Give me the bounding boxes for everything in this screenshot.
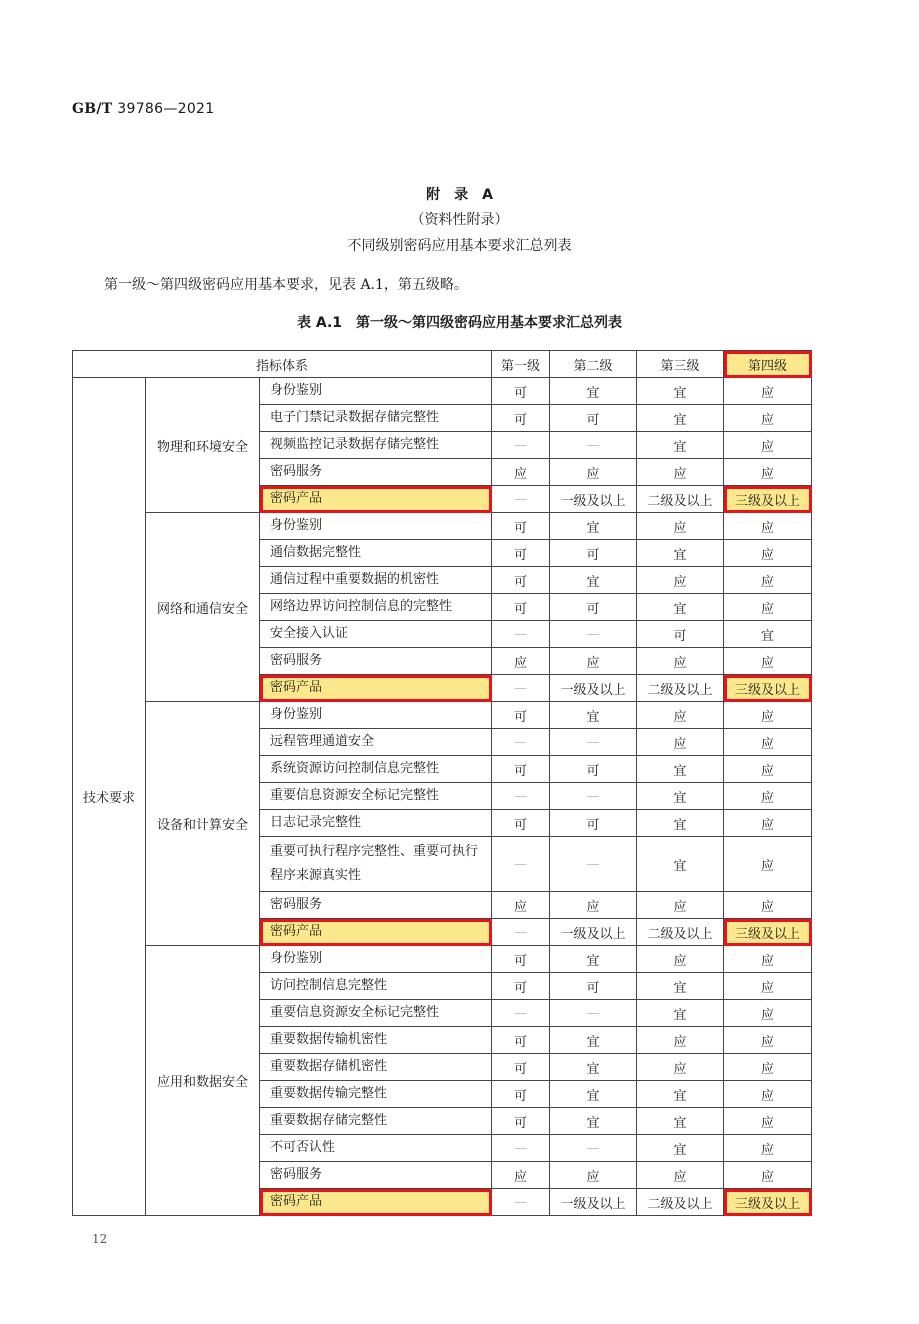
level-3-cell: 应 bbox=[637, 729, 724, 756]
level-1-cell: 可 bbox=[492, 513, 550, 540]
table-row bbox=[73, 946, 812, 973]
level-1-cell: 可 bbox=[492, 378, 550, 405]
level-2-cell: 可 bbox=[550, 973, 637, 1000]
level-1-cell: 应 bbox=[492, 459, 550, 486]
indicator-cell: 密码产品 bbox=[260, 1189, 492, 1216]
level-4-cell: 应 bbox=[724, 567, 812, 594]
indicator-cell: 身份鉴别 bbox=[260, 702, 492, 729]
indicator-cell: 密码服务 bbox=[260, 459, 492, 486]
level-3-cell: 应 bbox=[637, 567, 724, 594]
table-header-row bbox=[73, 351, 812, 378]
level-4-cell: 应 bbox=[724, 756, 812, 783]
indicator-cell: 密码产品 bbox=[260, 486, 492, 513]
table-caption: 表 A.1 第一级～第四级密码应用基本要求汇总列表 bbox=[296, 315, 623, 331]
level-4-cell: 应 bbox=[724, 432, 812, 459]
level-2-cell: 一级及以上 bbox=[550, 486, 637, 513]
level-1-cell: 可 bbox=[492, 756, 550, 783]
indicator-cell: 通信数据完整性 bbox=[260, 540, 492, 567]
indicator-cell: 密码服务 bbox=[260, 1162, 492, 1189]
indicator-cell: 重要信息资源安全标记完整性 bbox=[260, 1000, 492, 1027]
level-3-cell: 宜 bbox=[637, 756, 724, 783]
level-4-cell: 应 bbox=[724, 1108, 812, 1135]
level-3-cell: 宜 bbox=[637, 594, 724, 621]
level-1-cell: — bbox=[492, 1189, 550, 1216]
level-3-cell: 宜 bbox=[637, 432, 724, 459]
level-4-cell: 应 bbox=[724, 1027, 812, 1054]
level-1-cell: 可 bbox=[492, 1108, 550, 1135]
indicator-cell: 密码服务 bbox=[260, 892, 492, 919]
level-2-cell: 可 bbox=[550, 405, 637, 432]
indicator-cell: 身份鉴别 bbox=[260, 513, 492, 540]
level-1-cell: 可 bbox=[492, 810, 550, 837]
level-3-cell: 可 bbox=[637, 621, 724, 648]
group-name-cell: 物理和环境安全 bbox=[146, 378, 260, 513]
level-4-cell: 宜 bbox=[724, 621, 812, 648]
header-index-system: 指标体系 bbox=[73, 351, 492, 378]
level-1-cell: 可 bbox=[492, 702, 550, 729]
level-2-cell: 一级及以上 bbox=[550, 919, 637, 946]
indicator-cell: 身份鉴别 bbox=[260, 378, 492, 405]
level-2-cell: — bbox=[550, 783, 637, 810]
level-1-cell: — bbox=[492, 432, 550, 459]
level-3-cell: 宜 bbox=[637, 837, 724, 892]
level-4-cell: 应 bbox=[724, 1081, 812, 1108]
indicator-cell: 网络边界访问控制信息的完整性 bbox=[260, 594, 492, 621]
indicator-cell: 不可否认性 bbox=[260, 1135, 492, 1162]
level-3-cell: 应 bbox=[637, 1027, 724, 1054]
indicator-cell: 日志记录完整性 bbox=[260, 810, 492, 837]
level-4-cell: 应 bbox=[724, 513, 812, 540]
level-4-cell: 应 bbox=[724, 837, 812, 892]
level-2-cell: 宜 bbox=[550, 1081, 637, 1108]
level-3-cell: 宜 bbox=[637, 405, 724, 432]
level-2-cell: 宜 bbox=[550, 1054, 637, 1081]
indicator-cell: 重要信息资源安全标记完整性 bbox=[260, 783, 492, 810]
level-4-cell: 应 bbox=[724, 1162, 812, 1189]
level-2-cell: — bbox=[550, 432, 637, 459]
indicator-cell: 重要数据传输机密性 bbox=[260, 1027, 492, 1054]
level-4-cell: 应 bbox=[724, 1054, 812, 1081]
level-1-cell: — bbox=[492, 1000, 550, 1027]
level-3-cell: 应 bbox=[637, 648, 724, 675]
level-3-cell: 二级及以上 bbox=[637, 675, 724, 702]
level-2-cell: 应 bbox=[550, 892, 637, 919]
standard-number: 39786—2021 bbox=[117, 101, 215, 117]
level-2-cell: — bbox=[550, 729, 637, 756]
standard-prefix: GB/T bbox=[72, 101, 113, 117]
level-4-cell: 应 bbox=[724, 378, 812, 405]
level-2-cell: — bbox=[550, 1135, 637, 1162]
level-4-cell: 应 bbox=[724, 1135, 812, 1162]
level-1-cell: — bbox=[492, 621, 550, 648]
level-2-cell: 宜 bbox=[550, 946, 637, 973]
level-2-cell: 一级及以上 bbox=[550, 1189, 637, 1216]
level-3-cell: 宜 bbox=[637, 378, 724, 405]
level-1-cell: — bbox=[492, 919, 550, 946]
level-1-cell: 可 bbox=[492, 594, 550, 621]
level-2-cell: 应 bbox=[550, 1162, 637, 1189]
intro-paragraph: 第一级～第四级密码应用基本要求，见表 A.1，第五级略。 bbox=[104, 277, 468, 293]
indicator-cell: 密码产品 bbox=[260, 675, 492, 702]
standard-code bbox=[72, 101, 214, 117]
table-row bbox=[73, 702, 812, 729]
page-number: 12 bbox=[92, 1232, 108, 1246]
level-4-cell: 应 bbox=[724, 729, 812, 756]
level-1-cell: 可 bbox=[492, 1081, 550, 1108]
level-2-cell: 宜 bbox=[550, 1027, 637, 1054]
level-4-cell: 三级及以上 bbox=[724, 919, 812, 946]
level-3-cell: 宜 bbox=[637, 540, 724, 567]
level-4-cell: 三级及以上 bbox=[724, 1189, 812, 1216]
indicator-cell: 电子门禁记录数据存储完整性 bbox=[260, 405, 492, 432]
level-1-cell: — bbox=[492, 1135, 550, 1162]
level-1-cell: 可 bbox=[492, 405, 550, 432]
level-4-cell: 应 bbox=[724, 459, 812, 486]
level-3-cell: 宜 bbox=[637, 783, 724, 810]
level-1-cell: — bbox=[492, 675, 550, 702]
level-3-cell: 应 bbox=[637, 1162, 724, 1189]
level-3-cell: 宜 bbox=[637, 1000, 724, 1027]
level-1-cell: 可 bbox=[492, 1027, 550, 1054]
level-4-cell: 应 bbox=[724, 946, 812, 973]
indicator-cell: 重要可执行程序完整性、重要可执行程序来源真实性 bbox=[260, 837, 492, 892]
header-level-2: 第二级 bbox=[550, 351, 637, 378]
level-4-cell: 应 bbox=[724, 594, 812, 621]
level-3-cell: 应 bbox=[637, 1054, 724, 1081]
level-3-cell: 宜 bbox=[637, 1135, 724, 1162]
level-1-cell: — bbox=[492, 837, 550, 892]
level-4-cell: 应 bbox=[724, 702, 812, 729]
level-2-cell: — bbox=[550, 837, 637, 892]
indicator-cell: 密码服务 bbox=[260, 648, 492, 675]
group-name-cell: 网络和通信安全 bbox=[146, 513, 260, 702]
level-2-cell: 宜 bbox=[550, 702, 637, 729]
level-1-cell: — bbox=[492, 729, 550, 756]
requirements-table bbox=[72, 350, 812, 1216]
level-3-cell: 二级及以上 bbox=[637, 486, 724, 513]
group-name-cell: 应用和数据安全 bbox=[146, 946, 260, 1216]
level-1-cell: 可 bbox=[492, 946, 550, 973]
level-4-cell: 应 bbox=[724, 1000, 812, 1027]
indicator-cell: 安全接入认证 bbox=[260, 621, 492, 648]
level-3-cell: 应 bbox=[637, 702, 724, 729]
level-3-cell: 宜 bbox=[637, 973, 724, 1000]
level-2-cell: 宜 bbox=[550, 567, 637, 594]
indicator-cell: 重要数据传输完整性 bbox=[260, 1081, 492, 1108]
level-1-cell: — bbox=[492, 783, 550, 810]
indicator-cell: 远程管理通道安全 bbox=[260, 729, 492, 756]
level-4-cell: 三级及以上 bbox=[724, 675, 812, 702]
level-3-cell: 二级及以上 bbox=[637, 1189, 724, 1216]
level-2-cell: 宜 bbox=[550, 378, 637, 405]
level-2-cell: 宜 bbox=[550, 1108, 637, 1135]
level-2-cell: 可 bbox=[550, 756, 637, 783]
level-2-cell: 可 bbox=[550, 810, 637, 837]
level-1-cell: — bbox=[492, 486, 550, 513]
header-level-3: 第三级 bbox=[637, 351, 724, 378]
level-3-cell: 应 bbox=[637, 513, 724, 540]
level-1-cell: 应 bbox=[492, 1162, 550, 1189]
appendix-subtitle: （资料性附录） bbox=[410, 212, 509, 228]
indicator-cell: 重要数据存储机密性 bbox=[260, 1054, 492, 1081]
level-2-cell: 应 bbox=[550, 648, 637, 675]
group-name-cell: 设备和计算安全 bbox=[146, 702, 260, 946]
category-cell: 技术要求 bbox=[73, 378, 146, 1216]
level-3-cell: 应 bbox=[637, 459, 724, 486]
indicator-cell: 密码产品 bbox=[260, 919, 492, 946]
level-4-cell: 应 bbox=[724, 405, 812, 432]
level-3-cell: 应 bbox=[637, 892, 724, 919]
level-1-cell: 可 bbox=[492, 540, 550, 567]
appendix-title: 附 录 A bbox=[426, 187, 493, 203]
level-3-cell: 应 bbox=[637, 946, 724, 973]
level-4-cell: 三级及以上 bbox=[724, 486, 812, 513]
level-4-cell: 应 bbox=[724, 810, 812, 837]
level-1-cell: 应 bbox=[492, 648, 550, 675]
level-4-cell: 应 bbox=[724, 892, 812, 919]
table-row bbox=[73, 513, 812, 540]
level-3-cell: 二级及以上 bbox=[637, 919, 724, 946]
level-4-cell: 应 bbox=[724, 648, 812, 675]
level-3-cell: 宜 bbox=[637, 810, 724, 837]
level-1-cell: 可 bbox=[492, 973, 550, 1000]
level-1-cell: 可 bbox=[492, 567, 550, 594]
indicator-cell: 系统资源访问控制信息完整性 bbox=[260, 756, 492, 783]
level-4-cell: 应 bbox=[724, 973, 812, 1000]
indicator-cell: 通信过程中重要数据的机密性 bbox=[260, 567, 492, 594]
level-2-cell: 一级及以上 bbox=[550, 675, 637, 702]
header-level-4: 第四级 bbox=[724, 351, 812, 378]
indicator-cell: 视频监控记录数据存储完整性 bbox=[260, 432, 492, 459]
level-3-cell: 宜 bbox=[637, 1108, 724, 1135]
header-level-1: 第一级 bbox=[492, 351, 550, 378]
appendix-heading: 不同级别密码应用基本要求汇总列表 bbox=[347, 238, 572, 254]
level-4-cell: 应 bbox=[724, 783, 812, 810]
level-1-cell: 可 bbox=[492, 1054, 550, 1081]
level-1-cell: 应 bbox=[492, 892, 550, 919]
level-2-cell: — bbox=[550, 1000, 637, 1027]
table-row bbox=[73, 378, 812, 405]
level-2-cell: 可 bbox=[550, 594, 637, 621]
level-4-cell: 应 bbox=[724, 540, 812, 567]
level-2-cell: 宜 bbox=[550, 513, 637, 540]
indicator-cell: 重要数据存储完整性 bbox=[260, 1108, 492, 1135]
indicator-cell: 身份鉴别 bbox=[260, 946, 492, 973]
level-2-cell: 可 bbox=[550, 540, 637, 567]
indicator-cell: 访问控制信息完整性 bbox=[260, 973, 492, 1000]
level-3-cell: 宜 bbox=[637, 1081, 724, 1108]
level-2-cell: 应 bbox=[550, 459, 637, 486]
level-2-cell: — bbox=[550, 621, 637, 648]
